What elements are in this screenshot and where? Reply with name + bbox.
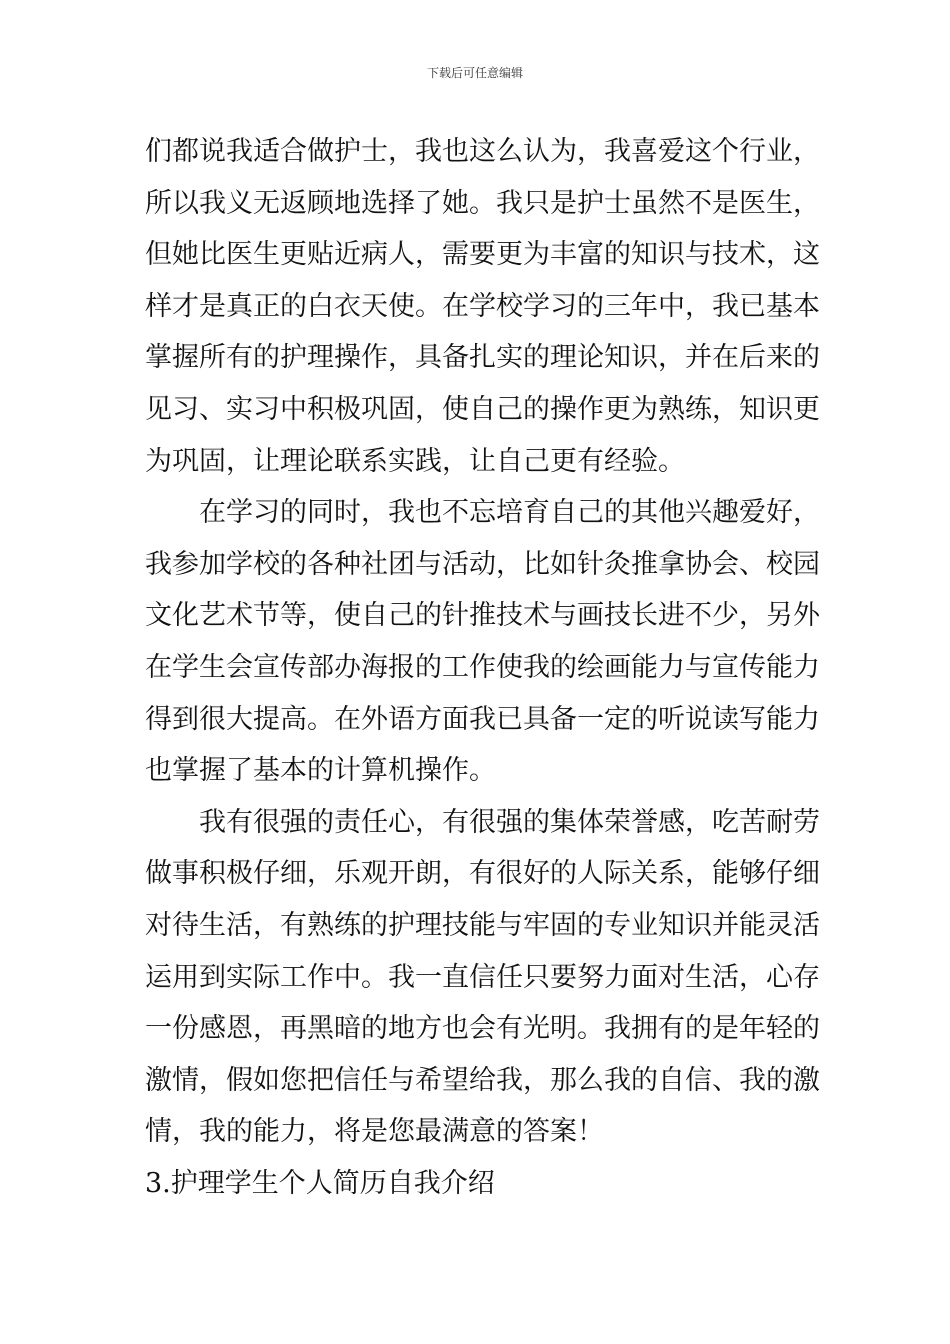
- text-line: 也掌握了基本的计算机操作。: [145, 755, 496, 787]
- text-line: 文化艺术节等，使自己的针推技术与画技长进不少，另外: [145, 600, 820, 632]
- text-line: 掌握所有的护理操作，具备扎实的理论知识，并在后来的: [145, 342, 820, 374]
- section-heading: [145, 1158, 815, 1210]
- document-body: [145, 126, 820, 1209]
- text-line: 得到很大提高。在外语方面我已具备一定的听说读写能力: [145, 703, 820, 735]
- page-header-note: 下载后可任意编辑: [426, 66, 523, 80]
- text-line: 激情，假如您把信任与希望给我，那么我的自信、我的激: [145, 1064, 820, 1096]
- text-line: 对待生活，有熟练的护理技能与牢固的专业知识并能灵活: [145, 909, 820, 941]
- paragraph-2: [145, 487, 820, 797]
- paragraph-1: [145, 126, 820, 487]
- text-line: 我参加学校的各种社团与活动，比如针灸推拿协会、校园: [145, 548, 820, 580]
- text-line: 但她比医生更贴近病人，需要更为丰富的知识与技术，这: [145, 239, 820, 271]
- text-line: 所以我义无返顾地选择了她。我只是护士虽然不是医生，: [145, 187, 820, 219]
- text-line: 为巩固，让理论联系实践，让自己更有经验。: [145, 445, 685, 477]
- section-heading-text: 3.护理学生个人简历自我介绍: [145, 1167, 495, 1199]
- text-line: 一份感恩，再黑暗的地方也会有光明。我拥有的是年轻的: [145, 1013, 820, 1045]
- text-line: 做事积极仔细，乐观开朗，有很好的人际关系，能够仔细: [145, 858, 820, 890]
- text-line: 见习、实习中积极巩固，使自己的操作更为熟练，知识更: [145, 393, 820, 425]
- text-line: 们都说我适合做护士，我也这么认为，我喜爱这个行业，: [145, 136, 820, 167]
- text-line: 样才是真正的白衣天使。在学校学习的三年中，我已基本: [145, 290, 820, 322]
- text-line: 情，我的能力，将是您最满意的答案！: [145, 1116, 604, 1148]
- text-line: 运用到实际工作中。我一直信任只要努力面对生活，心存: [145, 961, 820, 993]
- text-line: 在学习的同时，我也不忘培育自己的其他兴趣爱好，: [199, 497, 820, 529]
- text-line: 我有很强的责任心，有很强的集体荣誉感，吃苦耐劳: [199, 806, 820, 838]
- text-line: 在学生会宣传部办海报的工作使我的绘画能力与宣传能力: [145, 651, 820, 683]
- paragraph-3: [145, 797, 820, 1158]
